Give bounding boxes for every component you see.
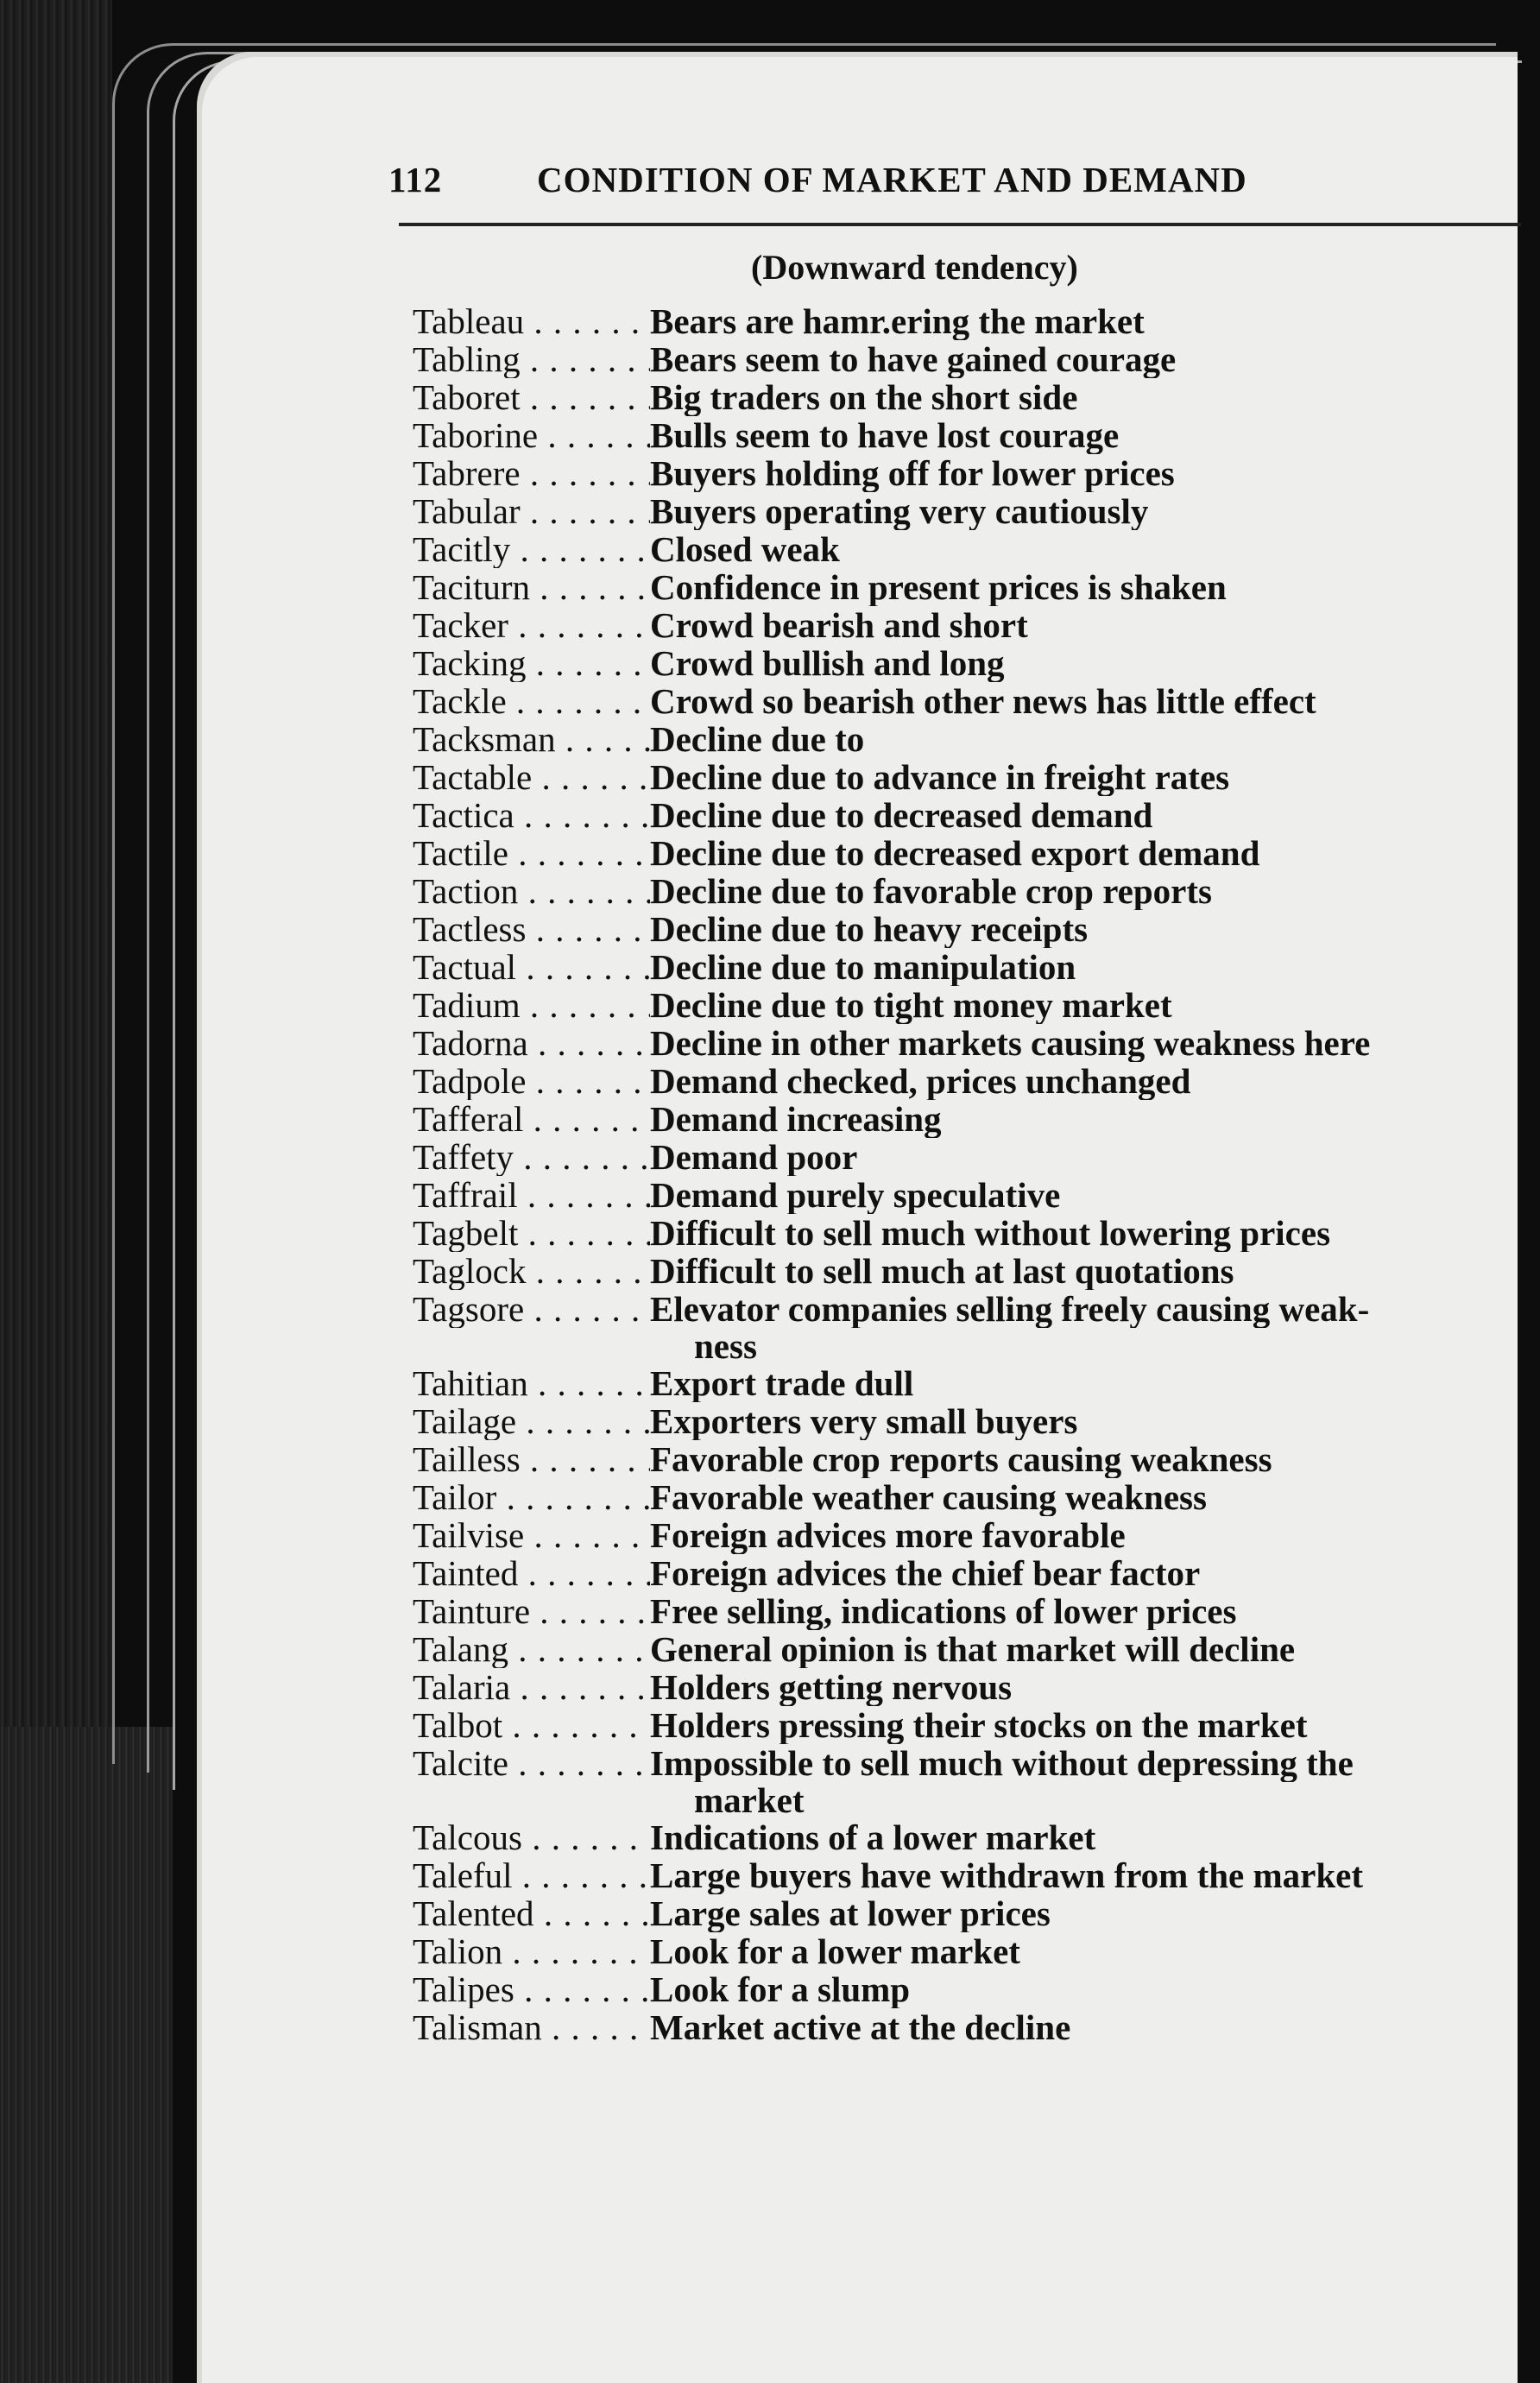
code-entry <box>413 1364 1509 1402</box>
code-meaning: Buyers holding off for lower prices <box>650 454 1175 492</box>
code-entry <box>413 454 1509 492</box>
code-entry <box>413 1818 1509 1856</box>
code-entry <box>413 1024 1509 1062</box>
code-meaning: Difficult to sell much at last quotations <box>650 1252 1234 1290</box>
code-word: Tacitly . . . <box>413 530 650 568</box>
code-meaning: Crowd so bearish other news has little effect <box>650 682 1316 720</box>
code-word: Tabling . . . <box>413 340 650 378</box>
code-word: Tacker . . . <box>413 606 650 644</box>
code-entry <box>413 1706 1509 1744</box>
code-meaning: Demand checked, prices unchanged <box>650 1062 1191 1100</box>
code-word: Talipes . . . <box>413 1970 650 2008</box>
code-entry <box>413 378 1509 416</box>
code-meaning: Impossible to sell much without depressing the <box>650 1744 1354 1782</box>
code-meaning: Demand increasing <box>650 1100 942 1138</box>
code-entry <box>413 1138 1509 1176</box>
code-word: Taction . . . <box>413 872 650 910</box>
code-entry <box>413 986 1509 1024</box>
code-entry <box>413 1100 1509 1138</box>
code-word: Tailvise . . . <box>413 1516 650 1554</box>
code-word: Tabular . . . <box>413 492 650 530</box>
code-entry <box>413 2008 1509 2046</box>
code-word: Tacksman . . . <box>413 720 650 758</box>
code-meaning: Decline due to manipulation <box>650 948 1076 986</box>
code-meaning: Closed weak <box>650 530 840 568</box>
code-meaning: Demand poor <box>650 1138 858 1176</box>
code-meaning-continuation: ness <box>694 1326 757 1366</box>
code-word: Tailless . . . <box>413 1440 650 1478</box>
code-word: Talented . . . <box>413 1894 650 1932</box>
code-entry <box>413 568 1509 606</box>
code-entry <box>413 948 1509 986</box>
code-entry <box>413 492 1509 530</box>
code-meaning: Holders pressing their stocks on the market <box>650 1706 1308 1744</box>
code-word: Tahitian . . . <box>413 1364 650 1402</box>
code-entry <box>413 1214 1509 1252</box>
code-entry <box>413 1252 1509 1290</box>
code-meaning: Decline due to <box>650 720 865 758</box>
code-entry <box>413 1478 1509 1516</box>
code-entry <box>413 1290 1509 1328</box>
code-word: Tailage . . . <box>413 1402 650 1440</box>
code-meaning: Free selling, indications of lower prices <box>650 1592 1237 1630</box>
code-entry <box>413 530 1509 568</box>
code-entry <box>413 1856 1509 1894</box>
code-entry <box>413 1630 1509 1668</box>
code-word: Tactica . . . <box>413 796 650 834</box>
code-meaning: Indications of a lower market <box>650 1818 1096 1856</box>
code-meaning: Market active at the decline <box>650 2008 1071 2046</box>
code-meaning: Holders getting nervous <box>650 1668 1013 1706</box>
code-word: Tadorna . . . <box>413 1024 650 1062</box>
code-meaning: Buyers operating very cautiously <box>650 492 1149 530</box>
code-meaning: Decline due to decreased demand <box>650 796 1153 834</box>
code-meaning: Large sales at lower prices <box>650 1894 1051 1932</box>
code-word: Tadpole . . . <box>413 1062 650 1100</box>
code-word: Taciturn . . . <box>413 568 650 606</box>
code-meaning: Large buyers have withdrawn from the market <box>650 1856 1363 1894</box>
code-word: Talcous . . . <box>413 1818 650 1856</box>
code-meaning: Decline due to heavy receipts <box>650 910 1089 948</box>
code-meaning: General opinion is that market will decline <box>650 1630 1296 1668</box>
code-word: Tactless . . . <box>413 910 650 948</box>
page-header <box>388 159 1511 211</box>
code-word: Tagsore . . . <box>413 1290 650 1328</box>
code-word: Tadium . . . <box>413 986 650 1024</box>
code-word: Talion . . . <box>413 1932 650 1970</box>
code-meaning: Difficult to sell much without lowering prices <box>650 1214 1331 1252</box>
code-meaning: Export trade dull <box>650 1364 914 1402</box>
code-meaning: Big traders on the short side <box>650 378 1078 416</box>
code-word: Tabrere . . . <box>413 454 650 492</box>
code-word: Tagbelt . . . <box>413 1214 650 1252</box>
book-binding-lower <box>0 1727 173 2383</box>
code-meaning: Foreign advices the chief bear factor <box>650 1554 1201 1592</box>
code-entry <box>413 720 1509 758</box>
code-meaning: Crowd bearish and short <box>650 606 1028 644</box>
code-entry <box>413 910 1509 948</box>
code-entry <box>413 1176 1509 1214</box>
code-meaning: Decline due to decreased export demand <box>650 834 1260 872</box>
code-entry <box>413 1744 1509 1782</box>
code-entry <box>413 834 1509 872</box>
code-entry <box>413 796 1509 834</box>
code-word: Tactile . . . <box>413 834 650 872</box>
code-word: Taffety . . . <box>413 1138 650 1176</box>
code-entry <box>413 872 1509 910</box>
code-meaning: Favorable weather causing weakness <box>650 1478 1207 1516</box>
code-meaning: Foreign advices more favorable <box>650 1516 1126 1554</box>
code-word: Taboret . . . <box>413 378 650 416</box>
code-word: Talaria . . . <box>413 1668 650 1706</box>
code-entry <box>413 1668 1509 1706</box>
code-entry <box>413 302 1509 340</box>
code-entry <box>413 1970 1509 2008</box>
code-entry <box>413 1440 1509 1478</box>
code-entry <box>413 644 1509 682</box>
code-word: Tafferal . . . <box>413 1100 650 1138</box>
section-heading: (Downward tendency) <box>751 248 1078 287</box>
code-meaning: Favorable crop reports causing weakness <box>650 1440 1272 1478</box>
code-entry <box>413 1516 1509 1554</box>
code-entry <box>413 1402 1509 1440</box>
code-meaning: Look for a slump <box>650 1970 911 2008</box>
code-word: Taleful . . . <box>413 1856 650 1894</box>
code-entry <box>413 758 1509 796</box>
code-word: Tactable . . . <box>413 758 650 796</box>
code-entry <box>413 1932 1509 1970</box>
code-word: Taglock . . . <box>413 1252 650 1290</box>
running-title: CONDITION OF MARKET AND DEMAND <box>537 160 1247 199</box>
code-word: Tainted . . . <box>413 1554 650 1592</box>
code-entry <box>413 416 1509 454</box>
code-entry <box>413 340 1509 378</box>
code-meaning: Crowd bullish and long <box>650 644 1005 682</box>
code-meaning: Decline due to tight money market <box>650 986 1172 1024</box>
code-word: Talisman . . . <box>413 2008 650 2046</box>
code-word: Talcite . . . <box>413 1744 650 1782</box>
code-meaning: Demand purely speculative <box>650 1176 1061 1214</box>
code-word: Taborine . . . <box>413 416 650 454</box>
code-meaning: Look for a lower market <box>650 1932 1020 1970</box>
code-word: Tainture . . . <box>413 1592 650 1630</box>
code-entry <box>413 1592 1509 1630</box>
code-word: Talbot . . . <box>413 1706 650 1744</box>
code-entry-list <box>413 302 1509 2046</box>
code-meaning: Decline in other markets causing weakness here <box>650 1024 1371 1062</box>
code-meaning: Bears are hamr.ering the market <box>650 302 1145 340</box>
code-entry <box>413 682 1509 720</box>
page-number: 112 <box>388 160 443 199</box>
code-meaning-continuation: market <box>694 1780 805 1820</box>
code-meaning: Elevator companies selling freely causing weak- <box>650 1290 1370 1328</box>
code-meaning: Bulls seem to have lost courage <box>650 416 1120 454</box>
code-word: Tackle . . . <box>413 682 650 720</box>
code-word: Tailor . . . <box>413 1478 650 1516</box>
code-meaning: Decline due to favorable crop reports <box>650 872 1212 910</box>
header-rule <box>399 223 1521 226</box>
code-word: Tactual . . . <box>413 948 650 986</box>
code-meaning: Bears seem to have gained courage <box>650 340 1177 378</box>
code-entry <box>413 1062 1509 1100</box>
code-word: Talang . . . <box>413 1630 650 1668</box>
code-meaning: Decline due to advance in freight rates <box>650 758 1230 796</box>
code-meaning: Exporters very small buyers <box>650 1402 1078 1440</box>
code-word: Tacking . . . <box>413 644 650 682</box>
code-word: Taffrail . . . <box>413 1176 650 1214</box>
code-entry <box>413 606 1509 644</box>
code-word: Tableau . . . <box>413 302 650 340</box>
code-entry <box>413 1894 1509 1932</box>
code-entry <box>413 1554 1509 1592</box>
code-meaning: Confidence in present prices is shaken <box>650 568 1227 606</box>
